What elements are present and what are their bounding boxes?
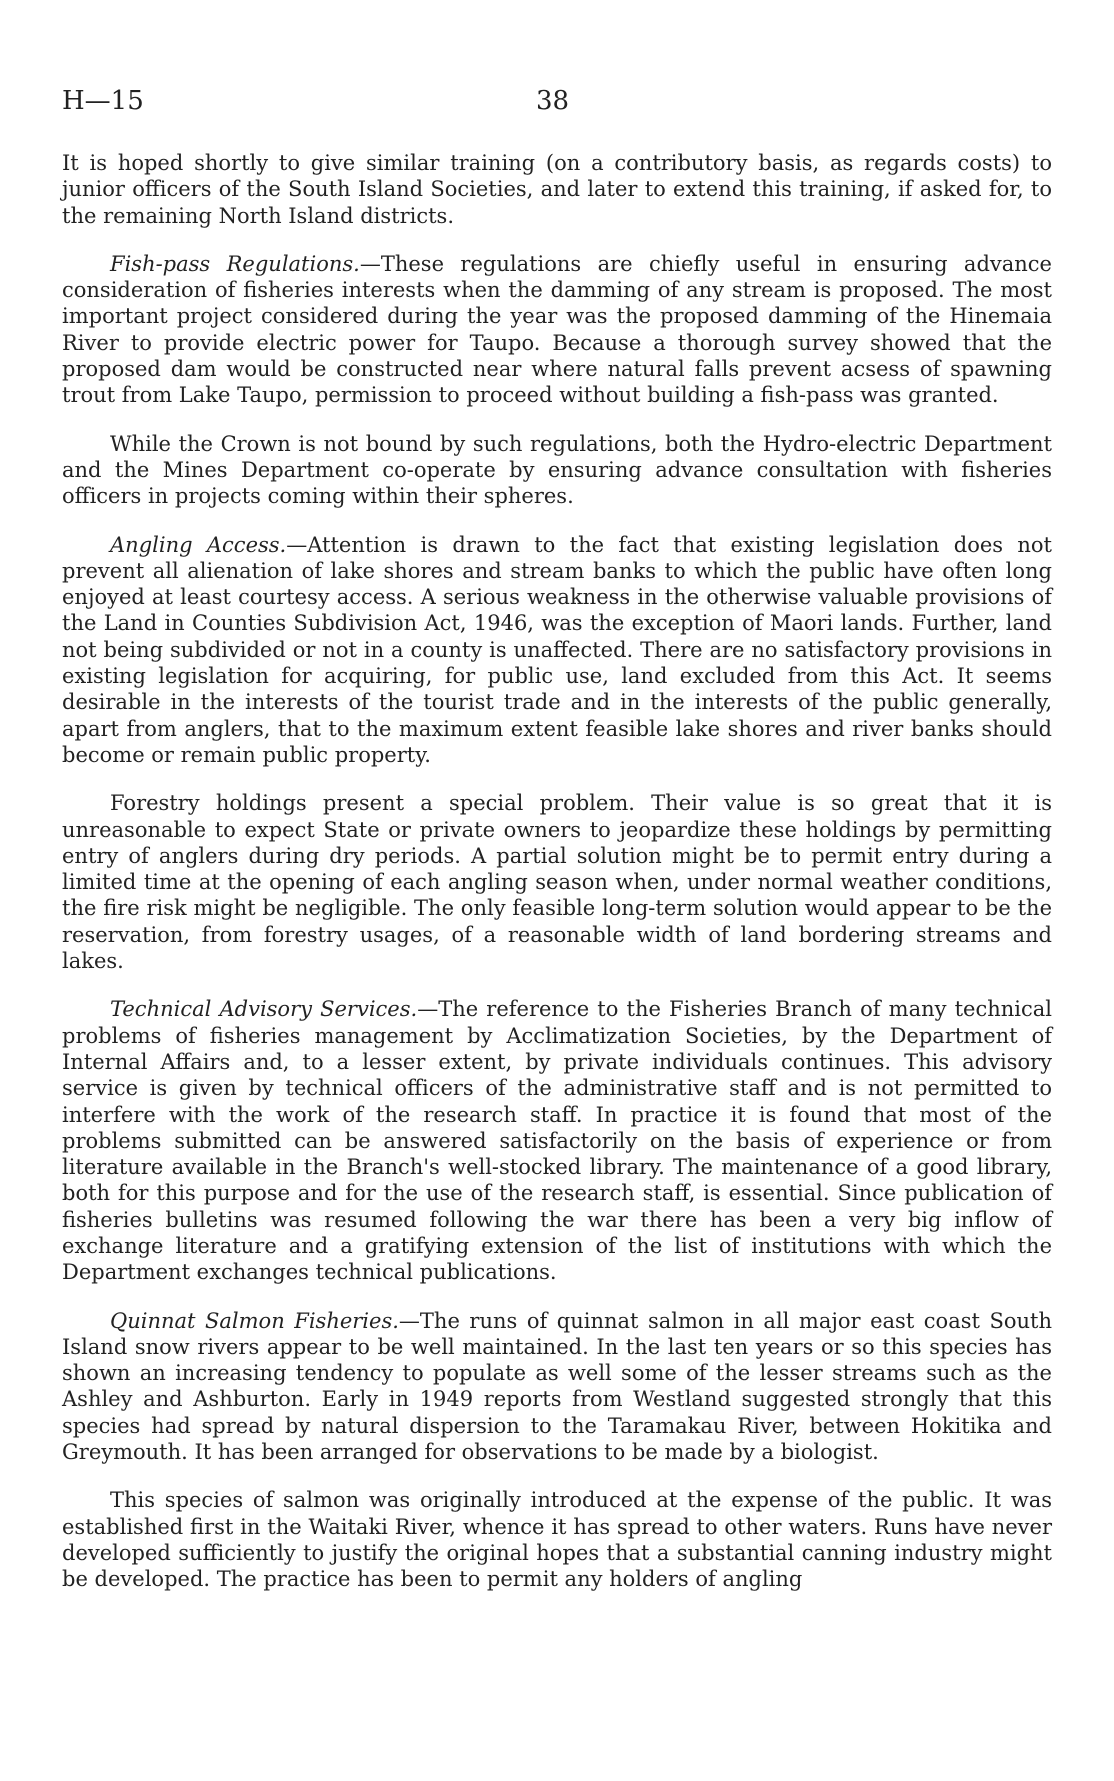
page-header	[62, 84, 1052, 118]
paragraph-salmon-introduction	[62, 1487, 1052, 1592]
paragraph-technical-advisory-services	[62, 996, 1052, 1285]
body-text	[62, 150, 1052, 1593]
paragraph-text: It is hoped shortly to give similar training (on a contributory basis, as regards costs) to junior officers of the South Island Societies, and later to extend this training, if asked for, to the remaining North Island districts.	[62, 151, 1052, 228]
paragraph-forestry-holdings	[62, 790, 1052, 974]
section-heading: Quinnat Salmon Fisheries.	[110, 1308, 399, 1333]
paragraph-text: This species of salmon was originally introduced at the expense of the public. It was established first in the Waitaki River, whence it has spread to other waters. Runs have never developed sufficiently to justify the original hopes that a substantial canning industry might be developed. The practice has been to permit any holders of angling	[62, 1488, 1052, 1592]
paragraph-quinnat-salmon-fisheries	[62, 1308, 1052, 1466]
report-reference: H—15	[62, 86, 144, 116]
paragraph-text: —The reference to the Fisheries Branch of many technical problems of fisheries management by Acclimatization Societies, by the Department of Internal Affairs and, to a lesser extent, by private individuals continues. This advisory service is given by technical officers of the administrative staff and is not permitted to interfere with the work of the research staff. In practice it is found that most of the problems submitted can be answered satisfactorily on the basis of experience or from literature available in the Branch's well-stocked library. The maintenance of a good library, both for this purpose and for the use of the research staff, is essential. Since publication of fisheries bulletins was resumed following the war there has been a very big inflow of exchange literature and a gratifying extension of the list of institutions with which the Department exchanges technical publications.	[62, 997, 1053, 1285]
paragraph-text: —These regulations are chiefly useful in ensuring advance consideration of fisheries interests when the damming of any stream is proposed. The most important project considered during the year was the proposed damming of the Hinemaia River to provide electric power for Taupo. Because a thorough survey showed that the proposed dam would be constructed near where natural falls prevent acsess of spawning trout from Lake Taupo, permission to proceed without building a fish-pass was granted.	[62, 251, 1052, 408]
document-page	[62, 84, 1052, 1615]
paragraph-text: Forestry holdings present a special problem. Their value is so great that it is unreasonable to expect State or private owners to jeopardize these holdings by permitting entry of anglers during dry periods. A partial solution might be to permit entry during a limited time at the opening of each angling season when, under normal weather conditions, the fire risk might be negligible. The only feasible long-term solution would appear to be the reservation, from forestry usages, of a reasonable width of land bordering streams and lakes.	[62, 791, 1052, 974]
paragraph-training	[62, 150, 1052, 229]
page-number: 38	[536, 86, 570, 116]
paragraph-text: While the Crown is not bound by such regulations, both the Hydro-electric Department and the Mines Department co-operate by ensuring advance consultation with fisheries officers in projects coming within their spheres.	[62, 431, 1052, 509]
paragraph-text: —The runs of quinnat salmon in all major east coast South Island snow rivers appear to be well maintained. In the last ten years or so this species has shown an increasing tendency to populate as well some of the lesser streams such as the Ashley and Ashburton. Early in 1949 reports from Westland suggested strongly that this species had spread by natural dispersion to the Taramakau River, between Hokitika and Greymouth. It has been arranged for observations to be made by a biologist.	[62, 1308, 1052, 1465]
paragraph-text: —Attention is drawn to the fact that existing legislation does not prevent all alienation of lake shores and stream banks to which the public have often long enjoyed at least courtesy access. A serious weakness in the otherwise valuable provisions of the Land in Counties Subdivision Act, 1946, was the exception of Maori lands. Further, land not being subdivided or not in a county is unaffected. There are no satisfactory provisions in existing legislation for acquiring, for public use, land excluded from this Act. It seems desirable in the interests of the tourist trade and in the interests of the public generally, apart from anglers, that to the maximum extent feasible lake shores and river banks should become or remain public property.	[62, 532, 1052, 767]
paragraph-crown-regulations	[62, 431, 1052, 510]
paragraph-angling-access	[62, 532, 1052, 769]
section-heading: Fish-pass Regulations.	[110, 251, 360, 276]
section-heading: Angling Access.	[110, 532, 287, 557]
paragraph-fish-pass-regulations	[62, 251, 1052, 409]
section-heading: Technical Advisory Services.	[110, 997, 418, 1022]
